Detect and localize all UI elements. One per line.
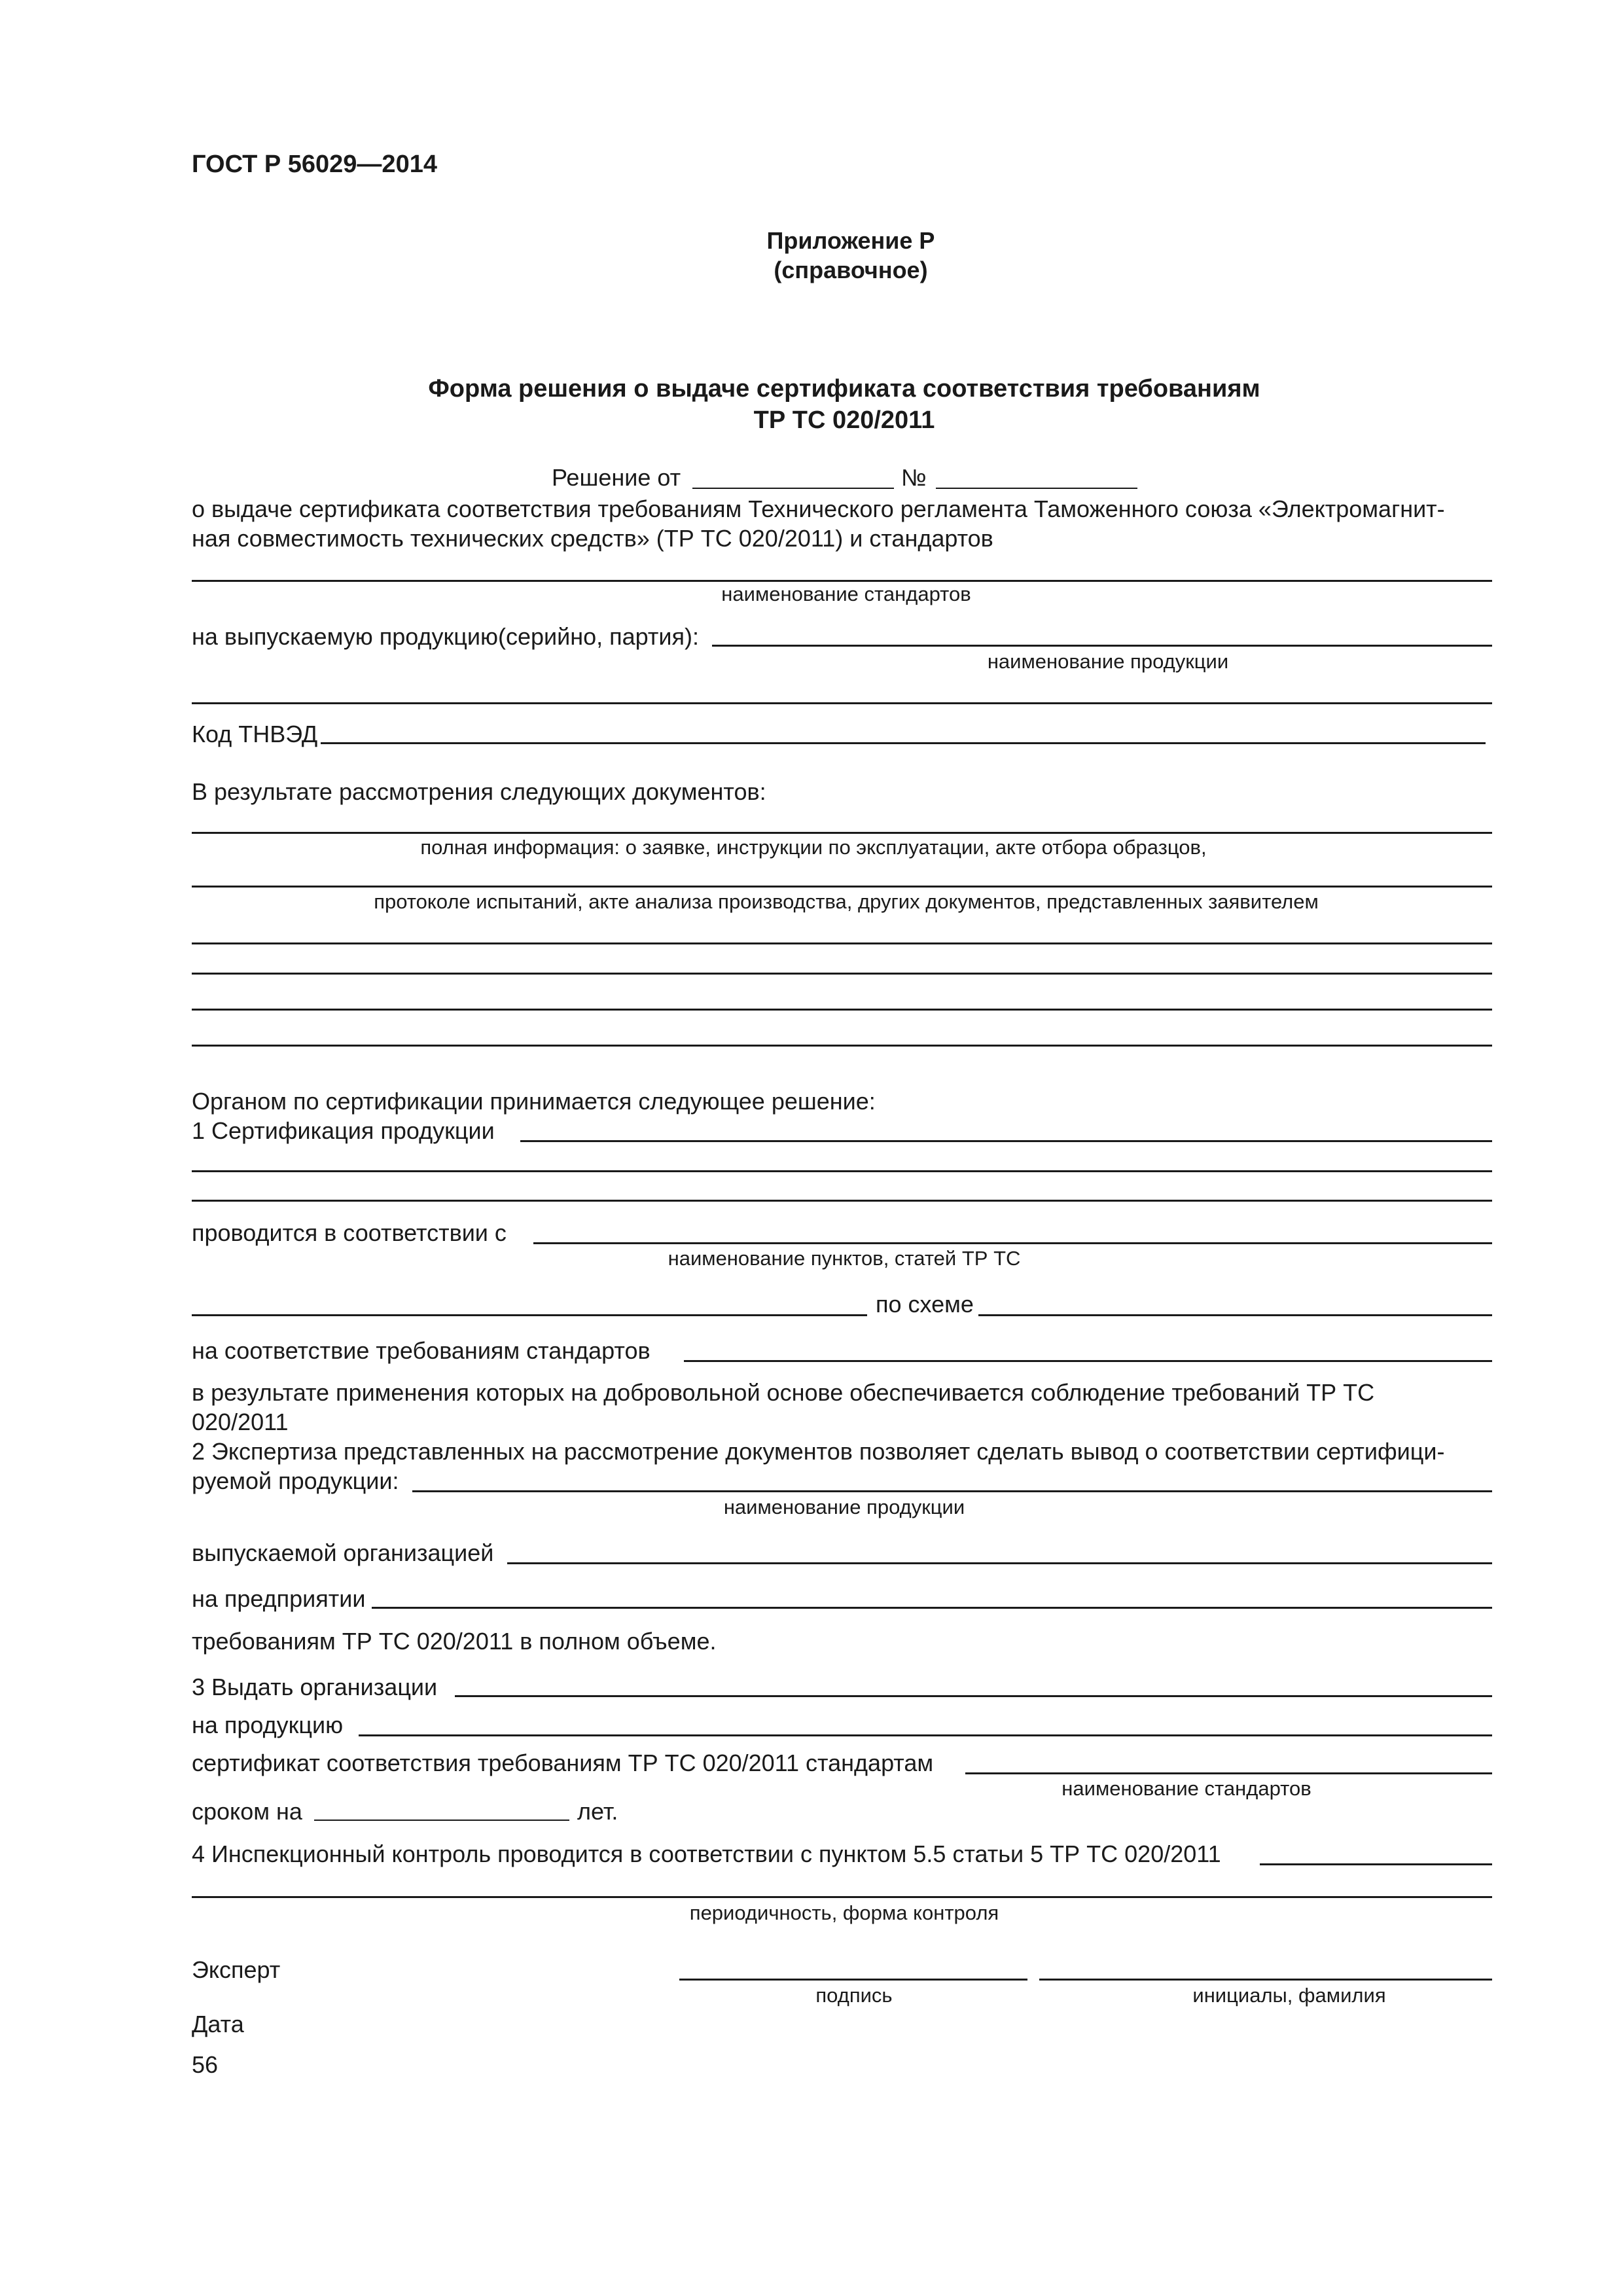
item3-label: 3 Выдать организации (192, 1674, 438, 1700)
item1-field-2[interactable] (192, 1170, 1492, 1172)
caption-full-info: полная информация: о заявке, инструкции по эксплуатации, акте отбора образцов, (420, 836, 1207, 859)
caption-tr-points: наименование пунктов, статей ТР ТС (668, 1247, 1021, 1270)
term-prefix: сроком на (192, 1798, 302, 1825)
enterprise-field[interactable] (372, 1607, 1492, 1609)
form-title-line1: Форма решения о выдаче сертификата соответствия требованиям (428, 375, 1260, 403)
item2-product-field[interactable] (412, 1490, 1492, 1492)
caption-standards-2: наименование стандартов (1061, 1777, 1311, 1800)
tnved-field[interactable] (321, 742, 1486, 744)
item3-field[interactable] (455, 1695, 1492, 1697)
item4-field[interactable] (1260, 1863, 1492, 1865)
caption-protocol-info: протоколе испытаний, акте анализа производства, других документов, представленных заявителем (374, 890, 1319, 913)
caption-initials: инициалы, фамилия (1192, 1984, 1386, 2007)
compliance-label: на соответствие требованиям стандартов (192, 1337, 651, 1364)
caption-periodicity: периодичность, форма контроля (689, 1901, 999, 1924)
products-field-2[interactable] (192, 702, 1492, 704)
signature-field[interactable] (679, 1979, 1027, 1981)
caption-standards: наименование стандартов (721, 583, 971, 605)
on-product-field[interactable] (359, 1734, 1492, 1736)
full-volume-text: требованиям ТР ТС 020/2011 в полном объеме. (192, 1628, 717, 1655)
form-title-line2: ТР ТС 020/2011 (753, 406, 935, 434)
compliance-field[interactable] (684, 1360, 1492, 1362)
decision-prefix: Решение от (552, 464, 681, 491)
org-issued-label: выпускаемой организацией (192, 1539, 494, 1566)
decision-intro: Органом по сертификации принимается следующее решение: (192, 1088, 876, 1115)
date-label: Дата (192, 2011, 244, 2037)
decision-number-field[interactable] (936, 488, 1137, 489)
documents-field-4[interactable] (192, 973, 1492, 975)
item2-line2: руемой продукции: (192, 1467, 399, 1494)
caption-product-2: наименование продукции (723, 1496, 965, 1518)
caption-signature: подпись (815, 1984, 893, 2007)
decision-date-field[interactable] (692, 488, 894, 489)
standards-field[interactable] (192, 580, 1492, 582)
caption-product: наименование продукции (987, 650, 1229, 673)
item2-line1: 2 Экспертиза представленных на рассмотрение документов позволяет сделать вывод о соответствии сертифици- (192, 1438, 1445, 1465)
documents-label: В результате рассмотрения следующих документов: (192, 778, 766, 805)
tnved-label: Код ТНВЭД (192, 721, 318, 747)
intro-line2: ная совместимость технических средств» (ТР ТС 020/2011) и стандартов (192, 525, 993, 552)
initials-field[interactable] (1039, 1979, 1492, 1981)
document-code: ГОСТ Р 56029—2014 (192, 151, 437, 178)
enterprise-label: на предприятии (192, 1585, 366, 1612)
decision-number-sign: № (901, 464, 927, 491)
expert-label: Эксперт (192, 1956, 281, 1983)
term-field[interactable] (314, 1820, 569, 1821)
on-product-label: на продукцию (192, 1712, 344, 1738)
documents-field-3[interactable] (192, 942, 1492, 944)
item1-field-3[interactable] (192, 1200, 1492, 1202)
item4-label: 4 Инспекционный контроль проводится в соответствии с пунктом 5.5 статьи 5 ТР ТС 020/2011 (192, 1840, 1221, 1867)
item1-label: 1 Сертификация продукции (192, 1117, 495, 1144)
conducted-label: проводится в соответствии с (192, 1219, 507, 1246)
appendix-type: (справочное) (774, 257, 928, 283)
products-label: на выпускаемую продукцию(серийно, партия): (192, 623, 699, 650)
scheme-field[interactable] (978, 1314, 1492, 1316)
item1-field[interactable] (520, 1140, 1492, 1142)
conducted-field-2[interactable] (192, 1314, 867, 1316)
scheme-label: по схеме (876, 1291, 974, 1318)
voluntary-line1: в результате применения которых на добровольной основе обеспечивается соблюдение требований ТР ТС (192, 1379, 1375, 1406)
documents-field-5[interactable] (192, 1009, 1492, 1011)
org-issued-field[interactable] (507, 1562, 1492, 1564)
documents-field-6[interactable] (192, 1045, 1492, 1047)
documents-field-2[interactable] (192, 886, 1492, 888)
certificate-label: сертификат соответствия требованиям ТР ТС 020/2011 стандартам (192, 1749, 934, 1776)
conducted-field[interactable] (533, 1242, 1492, 1244)
appendix-title: Приложение Р (766, 227, 935, 254)
term-suffix: лет. (577, 1798, 618, 1825)
products-field[interactable] (712, 645, 1492, 647)
intro-line1: о выдаче сертификата соответствия требованиям Технического регламента Таможенного союза «Электромагнит- (192, 495, 1445, 522)
documents-field-1[interactable] (192, 832, 1492, 834)
item4-field-2[interactable] (192, 1896, 1492, 1898)
certificate-standards-field[interactable] (965, 1772, 1492, 1774)
voluntary-line2: 020/2011 (192, 1408, 289, 1435)
page-number: 56 (192, 2051, 219, 2078)
